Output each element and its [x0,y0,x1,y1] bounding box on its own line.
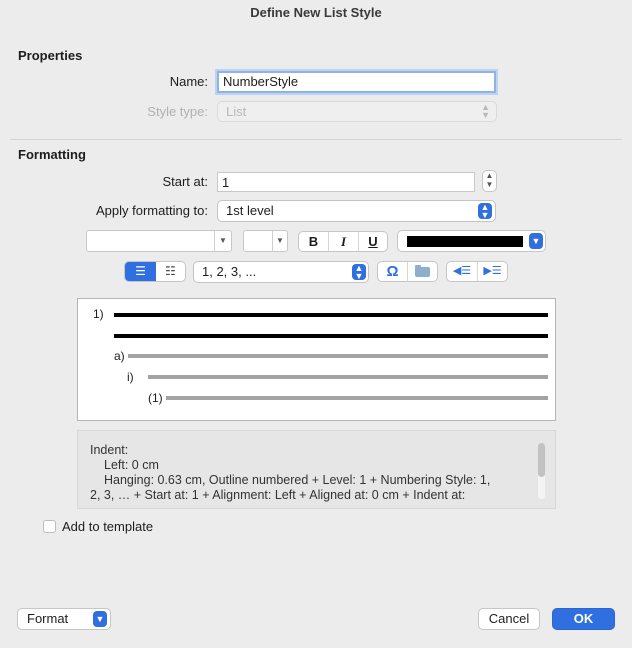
chevron-down-icon[interactable]: ▼ [214,231,231,251]
description-line: 2, 3, … + Start at: 1 + Alignment: Left + Aligned at: 0 cm + Indent at: [90,488,466,502]
chevron-down-icon[interactable]: ▼ [272,231,287,251]
indent-segmented [446,261,508,282]
start-at-input[interactable]: 1 [217,172,475,192]
font-color-swatch [407,236,523,247]
cancel-button[interactable]: Cancel [478,608,540,630]
name-input[interactable]: NumberStyle [217,71,496,93]
description-line: Left: 0 cm [104,458,159,472]
scrollbar-thumb[interactable] [538,443,545,477]
apply-formatting-popup[interactable] [217,200,496,222]
font-color-popup[interactable] [397,230,546,252]
description-line: Hanging: 0.63 cm, Outline numbered + Level: 1 + Numbering Style: 1, [104,473,491,487]
apply-formatting-value: 1st level [226,203,274,218]
format-label: Format [27,611,69,626]
preview-line [114,313,548,317]
list-type-segmented [124,261,186,282]
ok-button[interactable]: OK [552,608,615,630]
style-type-label: Style type: [147,104,208,119]
start-at-label: Start at: [162,174,208,189]
list-preview [77,298,556,421]
style-type-value: List [226,104,247,119]
divider [10,139,622,140]
style-description [77,430,556,509]
decrease-indent-icon[interactable]: ◀☰ [447,262,478,281]
font-size-combo[interactable] [243,230,288,252]
updown-chevron-icon: ▲ ▼ [481,102,490,120]
number-style-popup[interactable] [193,261,369,283]
preview-line [114,334,548,338]
bold-button[interactable]: B [299,232,329,251]
symbol-icon[interactable]: Ω [378,262,408,281]
dialog-title: Define New List Style [250,5,382,20]
chevron-down-icon: ▼ [529,233,543,249]
number-style-value: 1, 2, 3, ... [202,264,257,279]
preview-line [148,375,548,379]
description-scrollbar[interactable] [538,443,545,499]
updown-chevron-icon: ▲ ▼ [352,264,366,280]
preview-marker-level1: 1) [93,307,104,321]
insert-segmented [377,261,438,282]
style-type-popup [217,101,497,122]
numbered-list-icon[interactable]: ☰ [125,262,156,281]
increase-indent-icon[interactable]: ▶☰ [483,265,502,277]
italic-button[interactable]: I [329,232,359,251]
preview-line [128,354,548,358]
add-to-template-label: Add to template [62,519,154,534]
preview-marker-level4: (1) [148,391,163,405]
picture-folder-icon[interactable] [408,262,437,281]
stepper-up-icon[interactable]: ▲ [485,171,494,180]
properties-heading: Properties [18,48,83,63]
stepper-down-icon[interactable]: ▼ [485,180,494,189]
format-menu-button[interactable] [17,608,111,630]
start-at-stepper[interactable] [482,170,497,192]
underline-button[interactable]: U [368,234,378,249]
apply-formatting-label: Apply formatting to: [96,203,208,218]
text-style-segmented [298,231,388,252]
updown-chevron-icon: ▲ ▼ [478,203,492,219]
formatting-heading: Formatting [18,147,86,162]
preview-line [166,396,548,400]
bulleted-list-icon[interactable]: ☷ [165,264,176,278]
preview-marker-level3: i) [127,370,134,384]
description-line: Indent: [90,443,129,457]
preview-marker-level2: a) [114,349,125,363]
name-label: Name: [169,74,208,89]
font-name-combo[interactable] [86,230,232,252]
chevron-down-icon: ▼ [93,611,107,627]
add-to-template-checkbox[interactable] [43,520,56,533]
